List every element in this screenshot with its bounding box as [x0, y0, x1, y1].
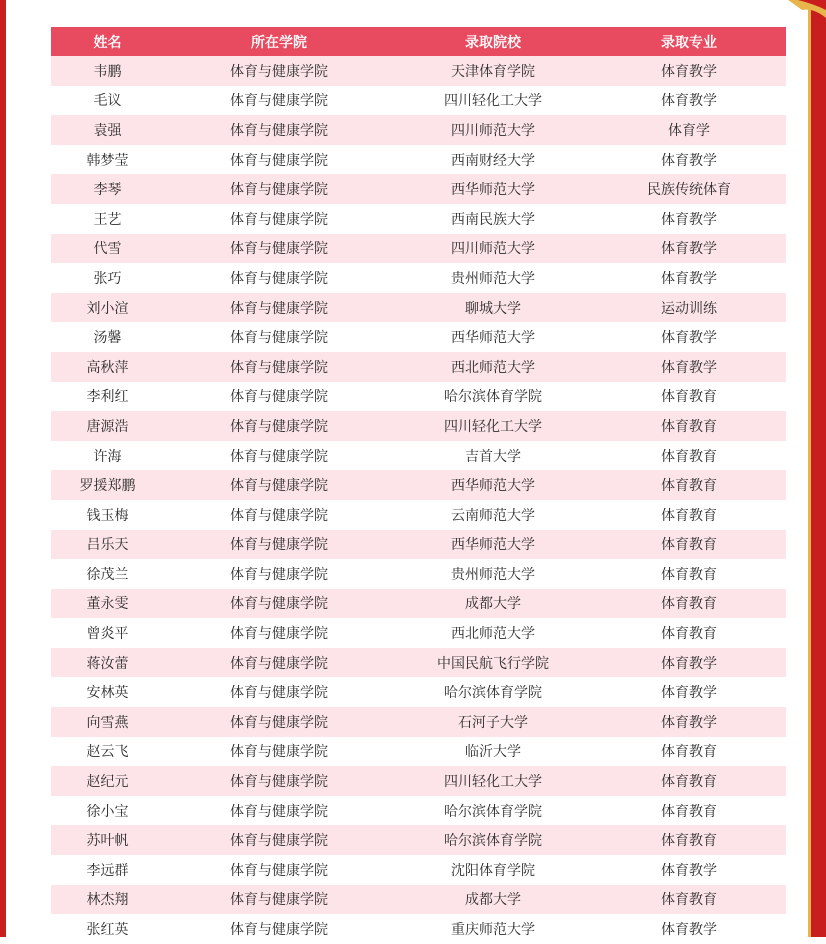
cell-admitted-major: 体育教育 — [592, 737, 786, 767]
cell-admitted-school: 西华师范大学 — [394, 530, 592, 560]
cell-college: 体育与健康学院 — [164, 234, 394, 264]
cell-college: 体育与健康学院 — [164, 293, 394, 323]
cell-college: 体育与健康学院 — [164, 559, 394, 589]
cell-admitted-major: 民族传统体育 — [592, 174, 786, 204]
cell-admitted-school: 临沂大学 — [394, 737, 592, 767]
cell-name: 安林英 — [51, 677, 164, 707]
cell-admitted-school: 哈尔滨体育学院 — [394, 796, 592, 826]
cell-college: 体育与健康学院 — [164, 796, 394, 826]
cell-name: 代雪 — [51, 234, 164, 264]
cell-admitted-school: 西南财经大学 — [394, 145, 592, 175]
cell-college: 体育与健康学院 — [164, 441, 394, 471]
cell-name: 唐源浩 — [51, 411, 164, 441]
table-row — [51, 234, 786, 264]
table-row — [51, 500, 786, 530]
cell-name: 刘小渲 — [51, 293, 164, 323]
cell-admitted-school: 成都大学 — [394, 885, 592, 915]
cell-admitted-major: 体育教育 — [592, 589, 786, 619]
cell-admitted-school: 西南民族大学 — [394, 204, 592, 234]
cell-admitted-school: 石河子大学 — [394, 707, 592, 737]
cell-admitted-major: 体育教学 — [592, 648, 786, 678]
cell-name: 李远群 — [51, 855, 164, 885]
cell-name: 韩梦莹 — [51, 145, 164, 175]
cell-admitted-major: 体育教学 — [592, 234, 786, 264]
table-row — [51, 352, 786, 382]
cell-college: 体育与健康学院 — [164, 914, 394, 944]
cell-admitted-major: 运动训练 — [592, 293, 786, 323]
table-row — [51, 737, 786, 767]
cell-name: 赵云飞 — [51, 737, 164, 767]
cell-admitted-major: 体育教学 — [592, 707, 786, 737]
cell-admitted-major: 体育教学 — [592, 322, 786, 352]
cell-college: 体育与健康学院 — [164, 500, 394, 530]
cell-college: 体育与健康学院 — [164, 589, 394, 619]
table-row — [51, 86, 786, 116]
cell-name: 汤馨 — [51, 322, 164, 352]
cell-name: 李利红 — [51, 382, 164, 412]
cell-admitted-major: 体育教学 — [592, 352, 786, 382]
cell-admitted-major: 体育教育 — [592, 382, 786, 412]
cell-admitted-school: 中国民航飞行学院 — [394, 648, 592, 678]
cell-admitted-major: 体育教学 — [592, 145, 786, 175]
cell-name: 韦鹏 — [51, 56, 164, 86]
cell-college: 体育与健康学院 — [164, 322, 394, 352]
cell-admitted-school: 西北师范大学 — [394, 352, 592, 382]
table-row — [51, 677, 786, 707]
cell-college: 体育与健康学院 — [164, 530, 394, 560]
cell-college: 体育与健康学院 — [164, 56, 394, 86]
cell-name: 毛议 — [51, 86, 164, 116]
cell-admitted-school: 四川师范大学 — [394, 115, 592, 145]
cell-admitted-major: 体育教学 — [592, 855, 786, 885]
cell-name: 苏叶帆 — [51, 825, 164, 855]
cell-admitted-major: 体育教育 — [592, 530, 786, 560]
cell-college: 体育与健康学院 — [164, 115, 394, 145]
cell-admitted-school: 沈阳体育学院 — [394, 855, 592, 885]
table-row — [51, 56, 786, 86]
table-header-row — [51, 27, 786, 56]
table-row — [51, 885, 786, 915]
cell-admitted-school: 哈尔滨体育学院 — [394, 825, 592, 855]
cell-admitted-major: 体育教学 — [592, 263, 786, 293]
admission-table — [51, 27, 786, 944]
cell-college: 体育与健康学院 — [164, 86, 394, 116]
cell-admitted-school: 西北师范大学 — [394, 618, 592, 648]
cell-admitted-school: 成都大学 — [394, 589, 592, 619]
admission-table-container — [51, 27, 786, 944]
table-row — [51, 530, 786, 560]
cell-admitted-major: 体育教学 — [592, 204, 786, 234]
cell-admitted-major: 体育学 — [592, 115, 786, 145]
cell-college: 体育与健康学院 — [164, 737, 394, 767]
corner-ribbon-icon — [784, 0, 826, 22]
cell-name: 罗援郑鹏 — [51, 470, 164, 500]
cell-name: 赵纪元 — [51, 766, 164, 796]
cell-name: 张红英 — [51, 914, 164, 944]
cell-college: 体育与健康学院 — [164, 204, 394, 234]
cell-admitted-school: 四川轻化工大学 — [394, 86, 592, 116]
cell-admitted-school: 贵州师范大学 — [394, 559, 592, 589]
table-row — [51, 470, 786, 500]
cell-admitted-school: 哈尔滨体育学院 — [394, 677, 592, 707]
cell-admitted-major: 体育教育 — [592, 500, 786, 530]
table-row — [51, 115, 786, 145]
cell-college: 体育与健康学院 — [164, 352, 394, 382]
table-row — [51, 825, 786, 855]
header-admitted-school: 录取院校 — [394, 27, 592, 56]
cell-admitted-major: 体育教育 — [592, 766, 786, 796]
table-row — [51, 263, 786, 293]
table-row — [51, 382, 786, 412]
table-row — [51, 707, 786, 737]
cell-admitted-major: 体育教育 — [592, 441, 786, 471]
header-admitted-major: 录取专业 — [592, 27, 786, 56]
cell-college: 体育与健康学院 — [164, 618, 394, 648]
cell-admitted-major: 体育教育 — [592, 796, 786, 826]
cell-admitted-school: 西华师范大学 — [394, 470, 592, 500]
cell-college: 体育与健康学院 — [164, 766, 394, 796]
cell-college: 体育与健康学院 — [164, 263, 394, 293]
table-row — [51, 766, 786, 796]
cell-admitted-major: 体育教育 — [592, 411, 786, 441]
cell-admitted-school: 四川轻化工大学 — [394, 766, 592, 796]
cell-admitted-school: 天津体育学院 — [394, 56, 592, 86]
table-body — [51, 56, 786, 944]
cell-admitted-school: 聊城大学 — [394, 293, 592, 323]
cell-admitted-school: 云南师范大学 — [394, 500, 592, 530]
cell-college: 体育与健康学院 — [164, 145, 394, 175]
cell-name: 徐小宝 — [51, 796, 164, 826]
cell-college: 体育与健康学院 — [164, 470, 394, 500]
cell-college: 体育与健康学院 — [164, 382, 394, 412]
cell-admitted-major: 体育教育 — [592, 825, 786, 855]
cell-college: 体育与健康学院 — [164, 885, 394, 915]
cell-admitted-major: 体育教学 — [592, 56, 786, 86]
cell-college: 体育与健康学院 — [164, 648, 394, 678]
cell-college: 体育与健康学院 — [164, 825, 394, 855]
cell-name: 蒋汝蕾 — [51, 648, 164, 678]
table-row — [51, 648, 786, 678]
cell-admitted-major: 体育教育 — [592, 618, 786, 648]
cell-name: 钱玉梅 — [51, 500, 164, 530]
cell-admitted-major: 体育教育 — [592, 470, 786, 500]
cell-admitted-major: 体育教学 — [592, 86, 786, 116]
header-name: 姓名 — [51, 27, 164, 56]
cell-name: 林杰翔 — [51, 885, 164, 915]
table-row — [51, 914, 786, 944]
cell-admitted-school: 重庆师范大学 — [394, 914, 592, 944]
cell-name: 曾炎平 — [51, 618, 164, 648]
cell-name: 吕乐天 — [51, 530, 164, 560]
cell-name: 张巧 — [51, 263, 164, 293]
table-row — [51, 174, 786, 204]
cell-admitted-major: 体育教学 — [592, 677, 786, 707]
cell-name: 袁强 — [51, 115, 164, 145]
cell-name: 董永雯 — [51, 589, 164, 619]
table-row — [51, 293, 786, 323]
cell-college: 体育与健康学院 — [164, 411, 394, 441]
cell-name: 向雪燕 — [51, 707, 164, 737]
cell-college: 体育与健康学院 — [164, 707, 394, 737]
cell-admitted-major: 体育教育 — [592, 885, 786, 915]
cell-admitted-school: 西华师范大学 — [394, 322, 592, 352]
cell-name: 李琴 — [51, 174, 164, 204]
cell-name: 高秋萍 — [51, 352, 164, 382]
table-row — [51, 441, 786, 471]
cell-college: 体育与健康学院 — [164, 677, 394, 707]
cell-name: 许海 — [51, 441, 164, 471]
left-border-decoration — [0, 0, 6, 937]
cell-admitted-school: 哈尔滨体育学院 — [394, 382, 592, 412]
table-row — [51, 855, 786, 885]
cell-admitted-school: 西华师范大学 — [394, 174, 592, 204]
header-college: 所在学院 — [164, 27, 394, 56]
table-row — [51, 589, 786, 619]
cell-admitted-school: 贵州师范大学 — [394, 263, 592, 293]
cell-admitted-major: 体育教学 — [592, 914, 786, 944]
cell-name: 徐茂兰 — [51, 559, 164, 589]
cell-admitted-school: 四川师范大学 — [394, 234, 592, 264]
cell-admitted-school: 吉首大学 — [394, 441, 592, 471]
table-row — [51, 145, 786, 175]
table-row — [51, 411, 786, 441]
table-row — [51, 618, 786, 648]
cell-college: 体育与健康学院 — [164, 855, 394, 885]
table-row — [51, 559, 786, 589]
right-border-decoration — [808, 0, 826, 937]
table-row — [51, 322, 786, 352]
table-row — [51, 204, 786, 234]
table-row — [51, 796, 786, 826]
cell-college: 体育与健康学院 — [164, 174, 394, 204]
cell-admitted-major: 体育教育 — [592, 559, 786, 589]
cell-name: 王艺 — [51, 204, 164, 234]
cell-admitted-school: 四川轻化工大学 — [394, 411, 592, 441]
